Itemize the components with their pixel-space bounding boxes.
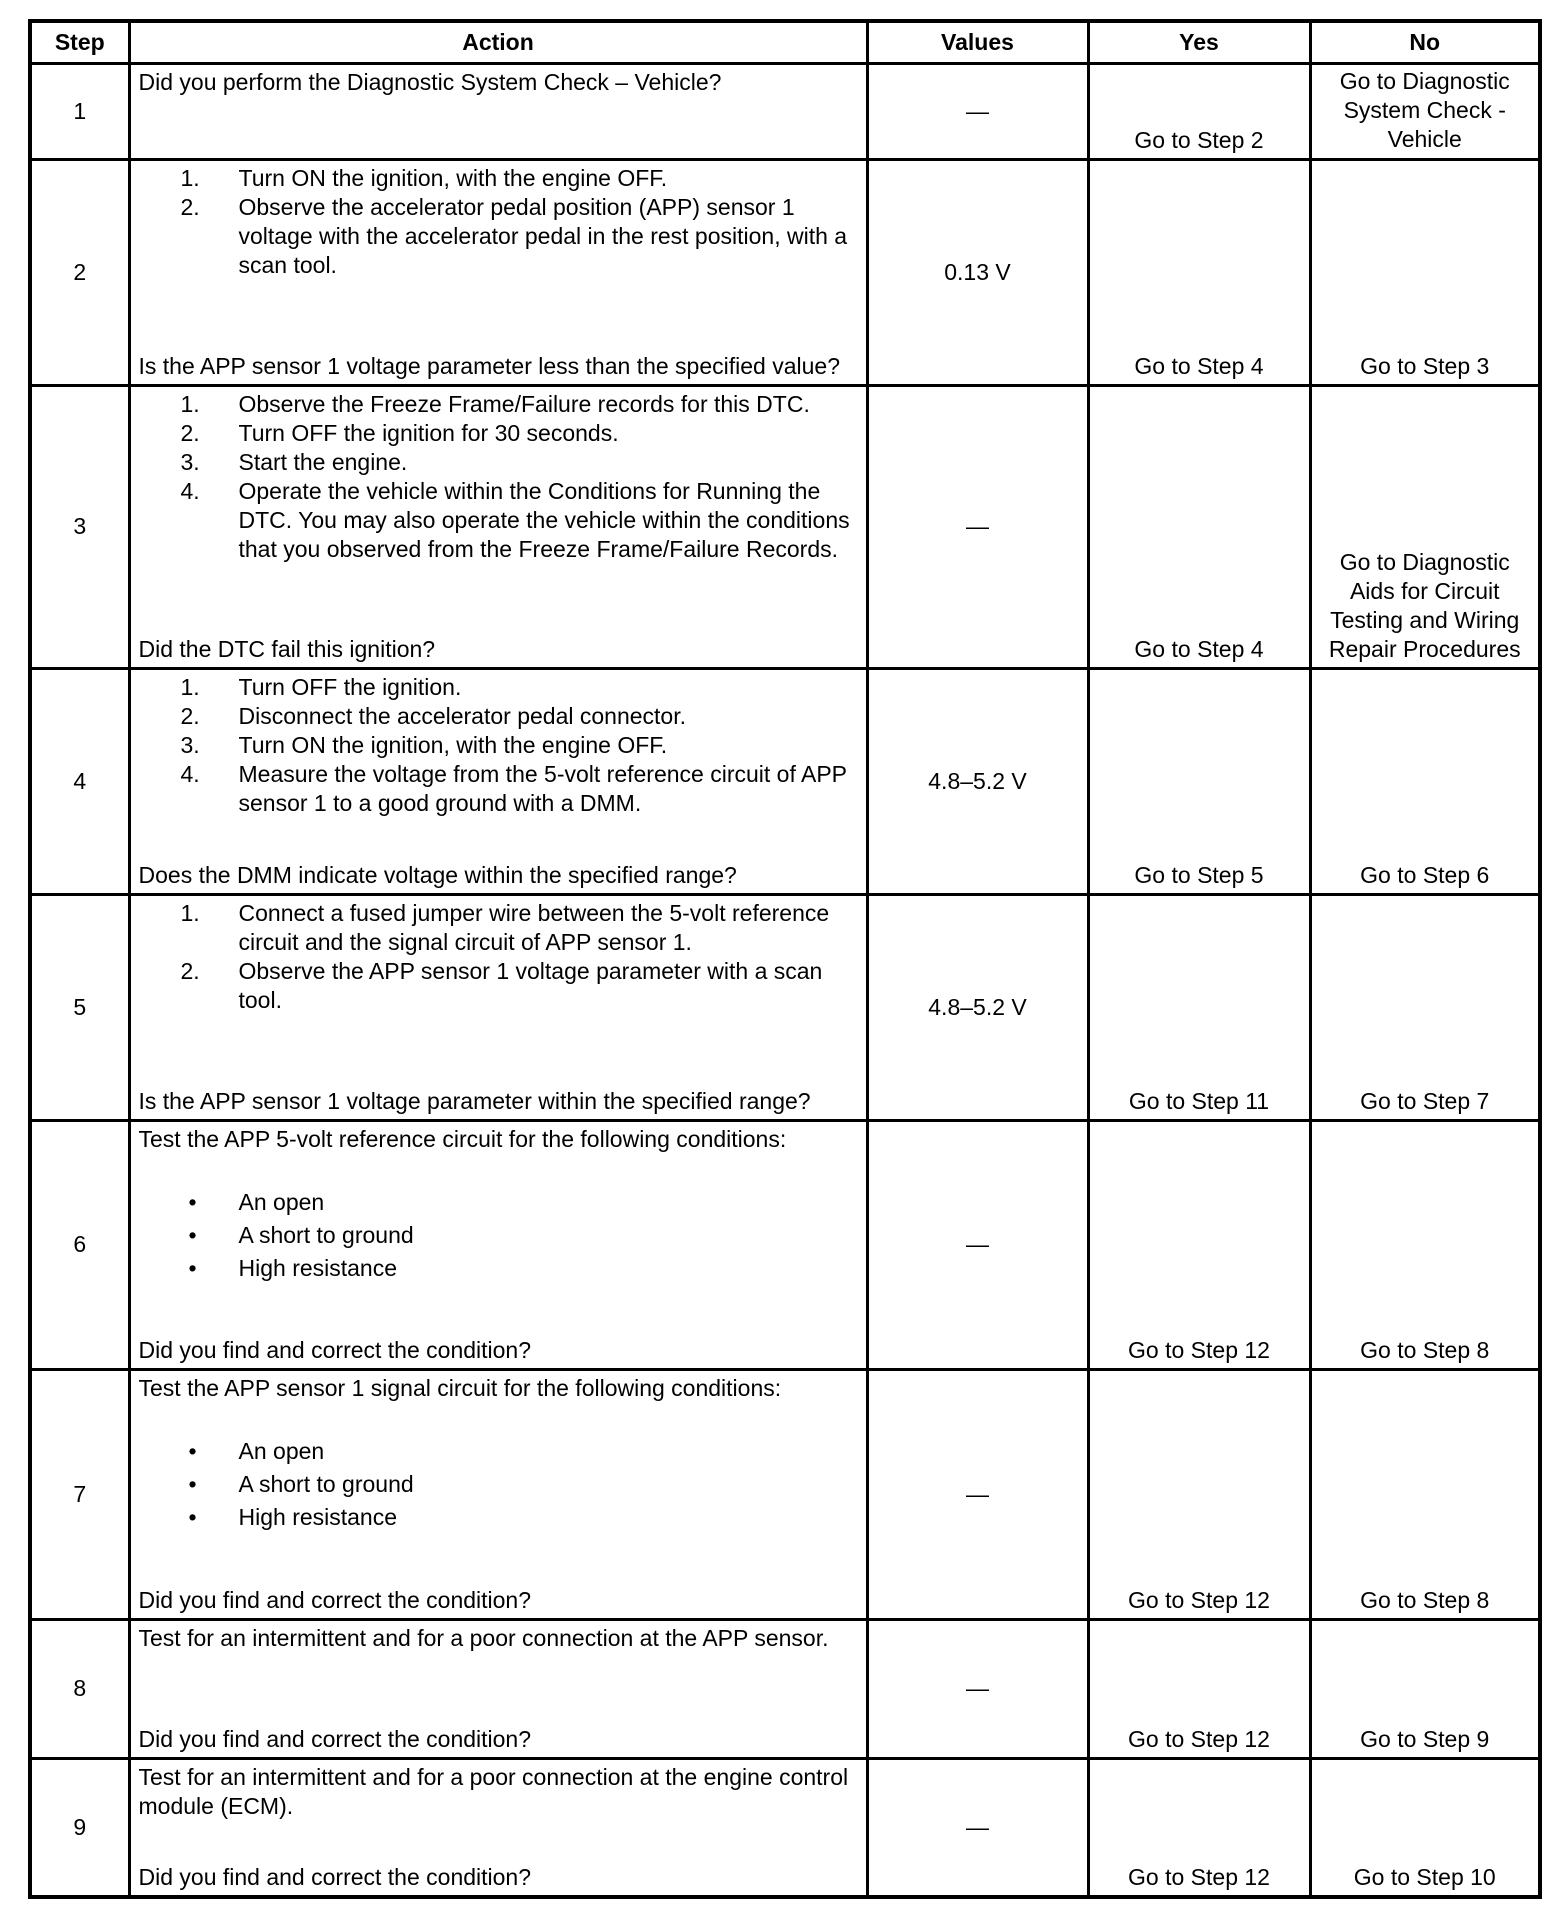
step-index: 4. [180, 477, 200, 504]
value-cell: — [867, 385, 1088, 668]
condition-list [139, 1435, 858, 1534]
value-cell: — [867, 1758, 1088, 1897]
action-instructions [139, 164, 858, 280]
yes-result: Go to Step 12 [1128, 1586, 1270, 1613]
yes-result: Go to Step 12 [1128, 1336, 1270, 1363]
no-result-cell [1310, 1619, 1540, 1758]
yes-result-cell [1088, 159, 1310, 385]
action-content [131, 1371, 866, 1618]
step-index: 4. [180, 760, 200, 787]
step-text: Observe the APP sensor 1 voltage parameter with a scan tool. [238, 957, 823, 1013]
numbered-step [139, 673, 858, 702]
step-index: 1. [180, 164, 200, 191]
bullet-icon: • [188, 1437, 197, 1464]
no-result: Go to Step 6 [1360, 861, 1490, 888]
value-cell: — [867, 1619, 1088, 1758]
numbered-step [139, 731, 858, 760]
condition-item [139, 1186, 858, 1219]
yes-result: Go to Step 5 [1134, 861, 1264, 888]
action-cell [129, 1758, 867, 1897]
no-result: Go to Step 7 [1360, 1087, 1490, 1114]
no-result-cell [1310, 63, 1540, 159]
yes-result-cell [1088, 1120, 1310, 1369]
yes-result-cell [1088, 385, 1310, 668]
yes-result-cell [1088, 1619, 1310, 1758]
step-index: 2. [180, 702, 200, 729]
step-number: 7 [30, 1369, 129, 1619]
condition-item [139, 1435, 858, 1468]
numbered-step [139, 477, 858, 564]
no-result: Go to Step 9 [1360, 1725, 1490, 1752]
step-text: Operate the vehicle within the Conditions for Running the DTC. You may also operate the vehicle within the conditions that you observed from the Freeze Frame/Failure Records. [238, 477, 850, 562]
yes-result: Go to Step 2 [1134, 126, 1264, 153]
step-text: Turn OFF the ignition for 30 seconds. [238, 419, 619, 446]
numbered-step [139, 448, 858, 477]
step-text: Observe the accelerator pedal position (APP) sensor 1 voltage with the accelerator pedal in the rest position, with a scan tool. [238, 193, 848, 278]
step-index: 2. [180, 193, 200, 220]
no-result-cell [1310, 894, 1540, 1120]
action-instructions [139, 68, 858, 97]
value-cell: 4.8–5.2 V [867, 668, 1088, 894]
numbered-step [139, 193, 858, 280]
step-text: Observe the Freeze Frame/Failure records for this DTC. [238, 390, 810, 417]
yes-result: Go to Step 4 [1134, 635, 1264, 662]
yes-result: Go to Step 4 [1134, 352, 1264, 379]
no-result-cell [1310, 385, 1540, 668]
yes-result: Go to Step 12 [1128, 1864, 1270, 1890]
table-row [30, 1120, 1540, 1369]
bullet-icon: • [188, 1254, 197, 1281]
action-instructions [139, 1624, 858, 1653]
action-content [131, 65, 866, 158]
condition-text: A short to ground [238, 1470, 414, 1497]
action-cell [129, 1619, 867, 1758]
numbered-steps [139, 164, 858, 280]
bullet-icon: • [188, 1470, 197, 1497]
action-content [131, 670, 866, 893]
action-instructions [139, 1125, 858, 1313]
step-number: 2 [30, 159, 129, 385]
header-no: No [1310, 21, 1540, 63]
yes-result: Go to Step 12 [1128, 1725, 1270, 1752]
numbered-step [139, 702, 858, 731]
action-instructions [139, 1763, 858, 1821]
action-question: Did you find and correct the condition? [138, 1725, 532, 1752]
action-cell [129, 894, 867, 1120]
condition-text: High resistance [238, 1254, 398, 1281]
step-index: 2. [180, 957, 200, 984]
header-row [30, 21, 1540, 63]
header-step: Step [30, 21, 129, 63]
value-cell: — [867, 1120, 1088, 1369]
step-index: 3. [180, 448, 200, 475]
condition-item [139, 1219, 858, 1252]
bullet-icon: • [188, 1188, 197, 1215]
table-row [30, 63, 1540, 159]
numbered-step [139, 760, 858, 818]
diagnostic-table [28, 19, 1542, 1899]
action-intro: Test for an intermittent and for a poor connection at the engine control module (ECM). [138, 1763, 849, 1819]
value-cell: 0.13 V [867, 159, 1088, 385]
numbered-step [139, 899, 858, 957]
numbered-step [139, 419, 858, 448]
condition-text: A short to ground [238, 1221, 414, 1248]
step-number: 3 [30, 385, 129, 668]
numbered-step [139, 957, 858, 1015]
numbered-step [139, 164, 858, 193]
step-number: 4 [30, 668, 129, 894]
action-question: Is the APP sensor 1 voltage parameter less than the specified value? [138, 352, 840, 379]
numbered-step [139, 390, 858, 419]
header-action: Action [129, 21, 867, 63]
action-question: Did you find and correct the condition? [138, 1586, 532, 1613]
no-result-cell [1310, 159, 1540, 385]
yes-result-cell [1088, 894, 1310, 1120]
action-cell [129, 1120, 867, 1369]
table-row [30, 385, 1540, 668]
no-result: Go to Step 10 [1353, 1864, 1496, 1890]
action-intro: Test the APP 5-volt reference circuit for the following conditions: [138, 1125, 787, 1152]
step-text: Measure the voltage from the 5-volt reference circuit of APP sensor 1 to a good ground with a DMM. [238, 760, 847, 816]
no-result-cell [1310, 1369, 1540, 1619]
step-number: 8 [30, 1619, 129, 1758]
yes-result-cell [1088, 1369, 1310, 1619]
yes-result: Go to Step 11 [1128, 1087, 1270, 1114]
bullet-icon: • [188, 1503, 197, 1530]
action-instructions [139, 673, 858, 818]
step-text: Turn ON the ignition, with the engine OFF. [238, 731, 668, 758]
condition-text: An open [238, 1188, 325, 1215]
action-question: Did you find and correct the condition? [138, 1336, 532, 1363]
action-content [131, 896, 866, 1119]
no-result: Go to Step 8 [1360, 1586, 1490, 1613]
yes-result-cell [1088, 668, 1310, 894]
action-cell [129, 385, 867, 668]
no-result-cell [1310, 1120, 1540, 1369]
value-cell: — [867, 63, 1088, 159]
step-text: Turn OFF the ignition. [238, 673, 462, 700]
condition-item [139, 1252, 858, 1285]
condition-text: An open [238, 1437, 325, 1464]
value-cell: 4.8–5.2 V [867, 894, 1088, 1120]
action-cell [129, 159, 867, 385]
value-cell: — [867, 1369, 1088, 1619]
action-intro: Test for an intermittent and for a poor connection at the APP sensor. [138, 1624, 829, 1651]
step-number: 5 [30, 894, 129, 1120]
step-number: 9 [30, 1758, 129, 1897]
no-result: Go to Diagnostic System Check - Vehicle [1339, 67, 1510, 152]
step-number: 6 [30, 1120, 129, 1369]
action-question: Does the DMM indicate voltage within the specified range? [138, 861, 737, 888]
step-index: 1. [180, 673, 200, 700]
no-result: Go to Step 8 [1360, 1336, 1490, 1363]
step-text: Start the engine. [238, 448, 408, 475]
action-instructions [139, 899, 858, 1015]
action-question: Did you find and correct the condition? [138, 1864, 532, 1890]
step-index: 3. [180, 731, 200, 758]
table-row [30, 159, 1540, 385]
action-cell [129, 668, 867, 894]
no-result: Go to Step 3 [1360, 352, 1490, 379]
step-index: 1. [180, 390, 200, 417]
step-text: Turn ON the ignition, with the engine OFF. [238, 164, 668, 191]
action-content [131, 1621, 866, 1757]
table-row [30, 668, 1540, 894]
no-result-cell [1310, 668, 1540, 894]
bullet-icon: • [188, 1221, 197, 1248]
yes-result-cell [1088, 63, 1310, 159]
table-row [30, 1369, 1540, 1619]
action-content [131, 1122, 866, 1368]
action-cell [129, 1369, 867, 1619]
no-result: Go to Diagnostic Aids for Circuit Testing and Wiring Repair Procedures [1328, 548, 1521, 662]
table-row [30, 1619, 1540, 1758]
no-result-cell [1310, 1758, 1540, 1897]
action-cell [129, 63, 867, 159]
action-question: Did the DTC fail this ignition? [138, 635, 436, 662]
table-row [30, 1758, 1540, 1897]
action-instructions [139, 390, 858, 564]
action-content [131, 1760, 866, 1896]
numbered-steps [139, 673, 858, 818]
table-row [30, 894, 1540, 1120]
action-question: Is the APP sensor 1 voltage parameter within the specified range? [138, 1087, 811, 1114]
action-intro: Did you perform the Diagnostic System Check – Vehicle? [138, 68, 722, 95]
numbered-steps [139, 390, 858, 564]
numbered-steps [139, 899, 858, 1015]
header-values: Values [867, 21, 1088, 63]
table-body [30, 63, 1540, 1897]
condition-item [139, 1468, 858, 1501]
step-index: 1. [180, 899, 200, 926]
action-content [131, 161, 866, 384]
condition-text: High resistance [238, 1503, 398, 1530]
step-text: Connect a fused jumper wire between the 5-volt reference circuit and the signal circuit of APP sensor 1. [238, 899, 830, 955]
step-number: 1 [30, 63, 129, 159]
condition-list [139, 1186, 858, 1285]
header-yes: Yes [1088, 21, 1310, 63]
step-text: Disconnect the accelerator pedal connector. [238, 702, 686, 729]
action-content [131, 387, 866, 667]
yes-result-cell [1088, 1758, 1310, 1897]
action-intro: Test the APP sensor 1 signal circuit for the following conditions: [138, 1374, 782, 1401]
step-index: 2. [180, 419, 200, 446]
condition-item [139, 1501, 858, 1534]
action-instructions [139, 1374, 858, 1562]
